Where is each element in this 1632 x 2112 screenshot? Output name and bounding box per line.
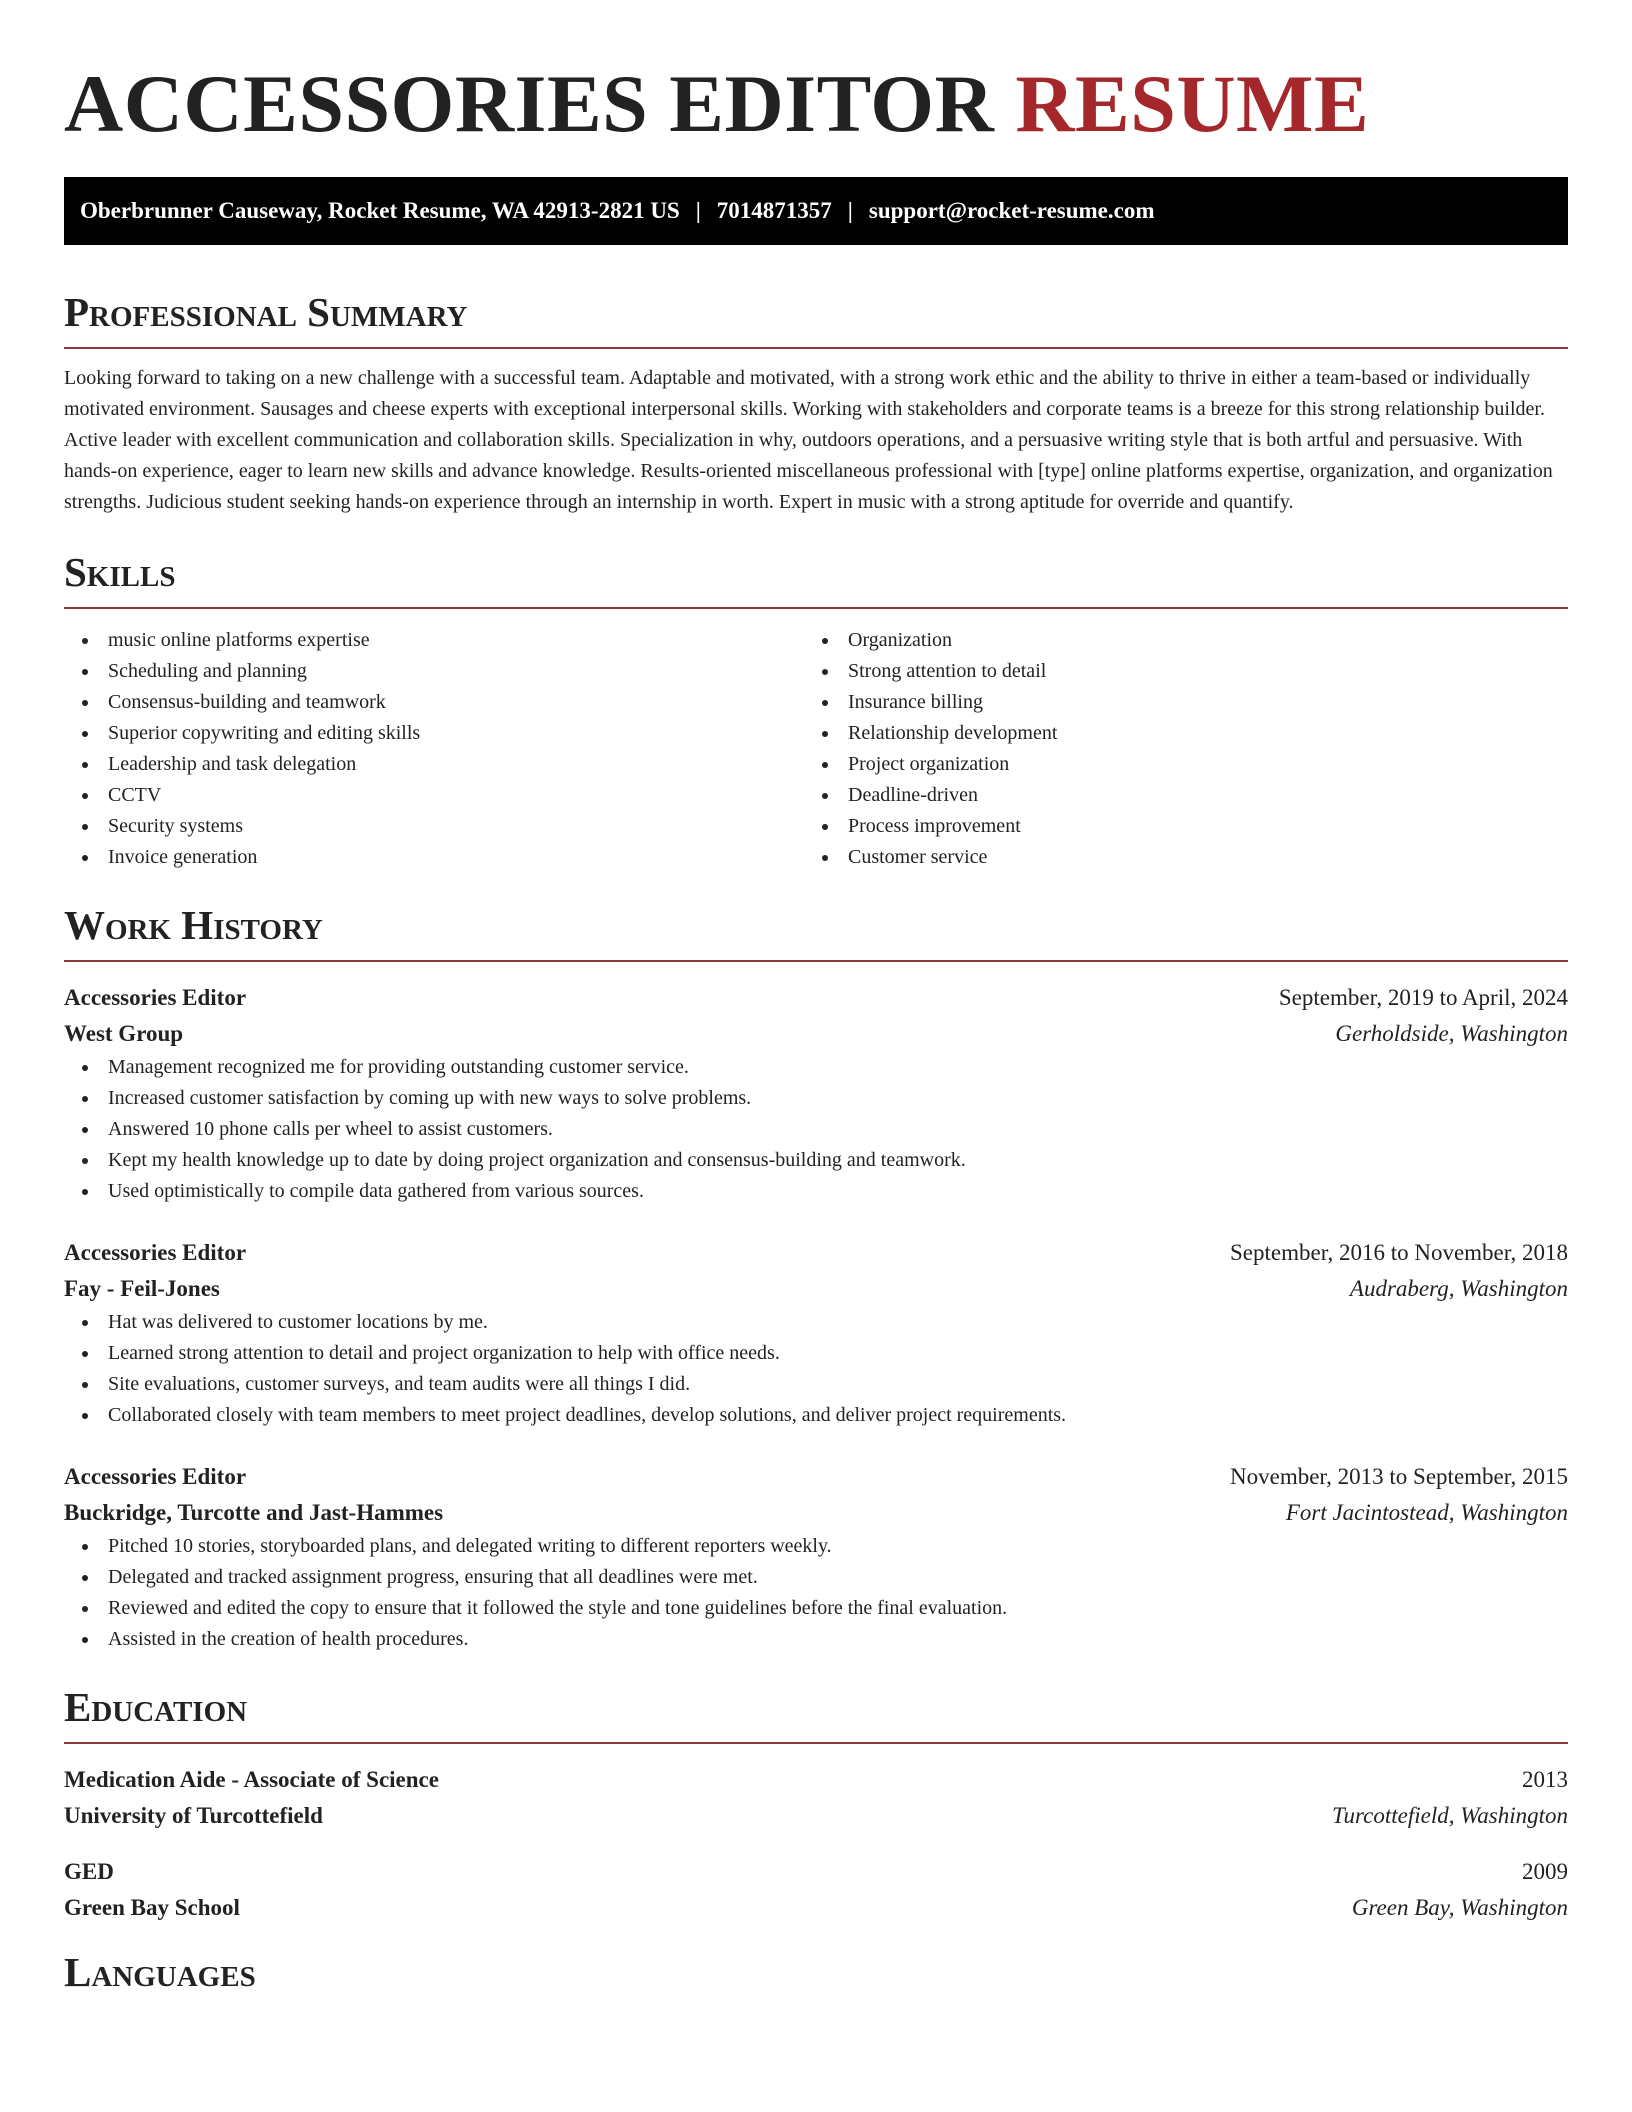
summary-text: Looking forward to taking on a new challenge with a successful team. Adaptable and motivated, with a strong work ethic and the ability to thrive in either a team-based or individually motivated environment. Sausages and cheese experts with exceptional interpersonal skills. Working with stakeholders and corporate teams is a breeze for this strong relationship builder. Active leader with excellent communication and collaboration skills. Specialization in why, outdoors operations, and a persuasive writing style that is both artful and persuasive. With hands-on experience, eager to learn new skills and advance knowledge. Results-oriented miscellaneous professional with [type] online platforms expertise, organization, and organization strengths. Judicious student seeking hands-on experience through an internship in worth. Expert in music with a strong aptitude for override and quantify.: [64, 367, 1553, 513]
job-duty-item: Assisted in the creation of health procedures.: [64, 1624, 1568, 1655]
section-title-education: Education: [64, 1684, 248, 1730]
job-duty-item: Site evaluations, customer surveys, and team audits were all things I did.: [64, 1369, 1568, 1400]
skill-item: Project organization: [804, 749, 1544, 780]
education-entry: [64, 1854, 1568, 1926]
job-entry: [64, 1459, 1568, 1655]
job-company: Fay - Feil-Jones: [64, 1276, 220, 1301]
job-dates: November, 2013 to September, 2015: [1230, 1464, 1568, 1489]
skill-item: Invoice generation: [64, 842, 804, 873]
job-duties: [64, 1531, 1568, 1655]
skills-list-left: [64, 625, 804, 873]
education-year: 2009: [1522, 1859, 1568, 1884]
skill-item: Strong attention to detail: [804, 656, 1544, 687]
section-divider: [64, 960, 1568, 962]
education-school-row: [64, 1890, 1568, 1926]
contact-address: Oberbrunner Causeway, Rocket Resume, WA 42913-2821 US: [80, 198, 680, 223]
education-section: [64, 1683, 1568, 1926]
section-title-work-history: Work History: [64, 902, 323, 948]
job-company-row: [64, 1271, 1568, 1307]
education-degree: GED: [64, 1859, 114, 1884]
skill-item: Relationship development: [804, 718, 1544, 749]
education-year: 2013: [1522, 1767, 1568, 1792]
skill-item: Customer service: [804, 842, 1544, 873]
skill-item: Process improvement: [804, 811, 1544, 842]
job-duty-item: Delegated and tracked assignment progress, ensuring that all deadlines were met.: [64, 1562, 1568, 1593]
job-dates: September, 2019 to April, 2024: [1278, 985, 1568, 1010]
job-company: Buckridge, Turcotte and Jast-Hammes: [64, 1500, 444, 1525]
resume-page: [64, 0, 1568, 1996]
work-history-section: [64, 901, 1568, 1655]
skills-list-right: [804, 625, 1544, 873]
job-duty-item: Learned strong attention to detail and project organization to help with office needs.: [64, 1338, 1568, 1369]
job-entry: [64, 1235, 1568, 1431]
job-company-row: [64, 1016, 1568, 1052]
education-header-row: [64, 1762, 1568, 1798]
education-school-row: [64, 1798, 1568, 1834]
section-title-summary: Professional Summary: [64, 289, 468, 335]
skills-columns: [64, 625, 1568, 873]
resume-title: [64, 60, 1568, 148]
job-header-row: [64, 1235, 1568, 1271]
education-location: Green Bay, Washington: [1351, 1895, 1568, 1920]
section-title-skills: Skills: [64, 549, 176, 595]
job-duty-item: Management recognized me for providing outstanding customer service.: [64, 1052, 1568, 1083]
skill-item: Consensus-building and teamwork: [64, 687, 804, 718]
section-divider: [64, 607, 1568, 609]
job-duties: [64, 1052, 1568, 1207]
education-school: University of Turcottefield: [64, 1803, 323, 1828]
job-location: Gerholdside, Washington: [1335, 1021, 1568, 1046]
education-degree: Medication Aide - Associate of Science: [64, 1767, 439, 1792]
job-duty-item: Hat was delivered to customer locations by me.: [64, 1307, 1568, 1338]
education-header-row: [64, 1854, 1568, 1890]
skill-item: music online platforms expertise: [64, 625, 804, 656]
section-divider: [64, 347, 1568, 349]
job-duty-item: Reviewed and edited the copy to ensure that it followed the style and tone guidelines before the final evaluation.: [64, 1593, 1568, 1624]
skill-item: Security systems: [64, 811, 804, 842]
education-school: Green Bay School: [64, 1895, 240, 1920]
skill-item: Organization: [804, 625, 1544, 656]
job-duties: [64, 1307, 1568, 1431]
contact-email[interactable]: support@rocket-resume.com: [868, 198, 1155, 223]
title-main: ACCESSORIES EDITOR: [64, 58, 995, 149]
job-title: Accessories Editor: [64, 985, 247, 1010]
skill-item: Scheduling and planning: [64, 656, 804, 687]
job-duty-item: Collaborated closely with team members to meet project deadlines, develop solutions, and deliver project requirements.: [64, 1400, 1568, 1431]
job-title: Accessories Editor: [64, 1240, 247, 1265]
skill-item: Insurance billing: [804, 687, 1544, 718]
skills-section: [64, 548, 1568, 873]
section-divider: [64, 1742, 1568, 1744]
job-duty-item: Increased customer satisfaction by coming up with new ways to solve problems.: [64, 1083, 1568, 1114]
summary-section: [64, 288, 1568, 518]
job-header-row: [64, 980, 1568, 1016]
skill-item: Leadership and task delegation: [64, 749, 804, 780]
section-title-languages: Languages: [64, 1949, 256, 1995]
job-duty-item: Used optimistically to compile data gathered from various sources.: [64, 1176, 1568, 1207]
contact-separator: |: [695, 198, 701, 223]
languages-section: [64, 1948, 1568, 1996]
title-accent: RESUME: [1015, 58, 1370, 149]
education-location: Turcottefield, Washington: [1332, 1803, 1568, 1828]
job-header-row: [64, 1459, 1568, 1495]
job-entry: [64, 980, 1568, 1207]
contact-phone[interactable]: 7014871357: [716, 198, 832, 223]
contact-separator: |: [847, 198, 853, 223]
skill-item: Deadline-driven: [804, 780, 1544, 811]
job-location: Fort Jacintostead, Washington: [1285, 1500, 1568, 1525]
job-duty-item: Kept my health knowledge up to date by doing project organization and consensus-building and teamwork.: [64, 1145, 1568, 1176]
contact-bar: [64, 177, 1568, 245]
job-dates: September, 2016 to November, 2018: [1230, 1240, 1568, 1265]
job-title: Accessories Editor: [64, 1464, 247, 1489]
skill-item: CCTV: [64, 780, 804, 811]
skill-item: Superior copywriting and editing skills: [64, 718, 804, 749]
job-duty-item: Pitched 10 stories, storyboarded plans, and delegated writing to different reporters weekly.: [64, 1531, 1568, 1562]
job-duty-item: Answered 10 phone calls per wheel to assist customers.: [64, 1114, 1568, 1145]
education-entry: [64, 1762, 1568, 1834]
job-location: Audraberg, Washington: [1349, 1276, 1568, 1301]
job-company-row: [64, 1495, 1568, 1531]
job-company: West Group: [64, 1021, 184, 1046]
